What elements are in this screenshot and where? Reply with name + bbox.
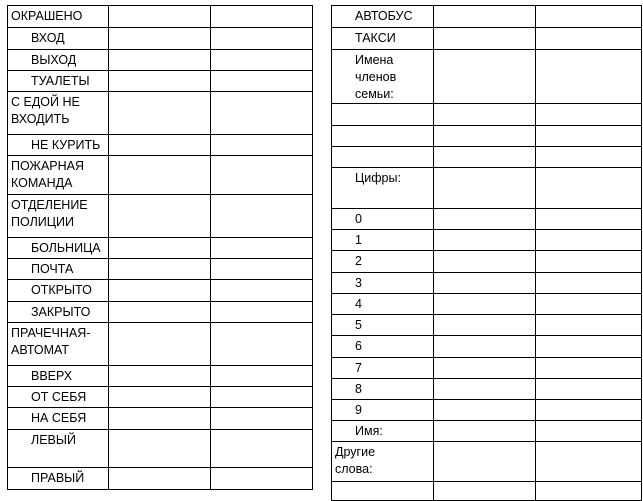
- row-label-cell: [8, 366, 109, 387]
- table-row: [332, 400, 642, 421]
- blank-answer-cell[interactable]: [211, 430, 313, 468]
- blank-answer-cell[interactable]: [536, 442, 642, 482]
- row-label: 1: [355, 233, 362, 247]
- table-row: [8, 387, 313, 408]
- row-label: ПОЧТА: [31, 262, 74, 276]
- blank-answer-cell[interactable]: [211, 28, 313, 50]
- blank-answer-cell[interactable]: [109, 430, 211, 468]
- table-row: [8, 323, 313, 366]
- row-label: ПОЖАРНАЯ КОМАНДА: [11, 159, 85, 190]
- table-row: [332, 379, 642, 400]
- row-label-cell: [332, 251, 434, 273]
- row-label: ПРАЧЕЧНАЯ-АВТОМАТ: [11, 326, 91, 357]
- row-label-cell: [8, 408, 109, 430]
- table-row: [332, 147, 642, 168]
- blank-answer-cell[interactable]: [536, 50, 642, 104]
- table-row: [8, 280, 313, 302]
- blank-answer-cell[interactable]: [434, 336, 536, 358]
- blank-answer-cell[interactable]: [211, 92, 313, 135]
- blank-answer-cell[interactable]: [434, 28, 536, 50]
- row-label-cell: [332, 104, 434, 126]
- row-label: С ЕДОЙ НЕ ВХОДИТЬ: [11, 95, 80, 126]
- row-label-cell: [8, 430, 109, 468]
- blank-answer-cell[interactable]: [211, 468, 313, 490]
- row-label: ВВЕРХ: [31, 369, 73, 383]
- blank-answer-cell[interactable]: [211, 408, 313, 430]
- row-label-cell: [332, 28, 434, 50]
- blank-answer-cell[interactable]: [109, 135, 211, 156]
- table-row: [8, 259, 313, 280]
- row-label: ОТКРЫТО: [31, 283, 92, 297]
- row-label: ОТ СЕБЯ: [31, 390, 87, 404]
- table-row: [8, 156, 313, 195]
- blank-answer-cell[interactable]: [211, 71, 313, 92]
- row-label: Имя:: [355, 424, 383, 438]
- row-label: ОКРАШЕНО: [11, 9, 83, 23]
- blank-answer-cell[interactable]: [434, 147, 536, 168]
- row-label: Имена членов семьи:: [355, 53, 397, 101]
- row-label: 3: [355, 276, 362, 290]
- row-label-cell: [332, 421, 434, 442]
- blank-answer-cell[interactable]: [434, 6, 536, 28]
- row-label-cell: [332, 294, 434, 315]
- row-label: НА СЕБЯ: [31, 411, 87, 425]
- table-row: [8, 92, 313, 135]
- table-row: [332, 442, 642, 482]
- blank-answer-cell[interactable]: [211, 50, 313, 71]
- table-row: [332, 273, 642, 294]
- right-table-body: [332, 6, 642, 501]
- table-row: [8, 28, 313, 50]
- row-label-cell: [8, 6, 109, 28]
- blank-answer-cell[interactable]: [109, 323, 211, 366]
- blank-answer-cell[interactable]: [109, 28, 211, 50]
- table-row: [332, 294, 642, 315]
- row-label: Другие слова:: [335, 445, 376, 476]
- blank-answer-cell[interactable]: [109, 302, 211, 323]
- blank-answer-cell[interactable]: [211, 259, 313, 280]
- blank-answer-cell[interactable]: [434, 294, 536, 315]
- blank-answer-cell[interactable]: [536, 358, 642, 379]
- blank-answer-cell[interactable]: [536, 104, 642, 126]
- table-row: [332, 230, 642, 251]
- table-row: [332, 336, 642, 358]
- blank-answer-cell[interactable]: [536, 230, 642, 251]
- row-label-cell: [332, 336, 434, 358]
- row-label-cell: [332, 358, 434, 379]
- row-label: 5: [355, 318, 362, 332]
- row-label-cell: [332, 50, 434, 104]
- blank-answer-cell[interactable]: [109, 408, 211, 430]
- blank-answer-cell[interactable]: [211, 238, 313, 259]
- table-row: [8, 366, 313, 387]
- row-label-cell: [332, 147, 434, 168]
- blank-answer-cell[interactable]: [536, 315, 642, 336]
- blank-answer-cell[interactable]: [211, 323, 313, 366]
- blank-answer-cell[interactable]: [109, 259, 211, 280]
- row-label-cell: [332, 482, 434, 501]
- row-label-cell: [8, 195, 109, 238]
- table-row: [332, 168, 642, 209]
- blank-answer-cell[interactable]: [211, 156, 313, 195]
- blank-answer-cell[interactable]: [211, 387, 313, 408]
- row-label-cell: [8, 280, 109, 302]
- blank-answer-cell[interactable]: [109, 387, 211, 408]
- blank-answer-cell[interactable]: [434, 230, 536, 251]
- blank-answer-cell[interactable]: [536, 168, 642, 209]
- right-vocabulary-table: [331, 5, 642, 501]
- table-row: [332, 482, 642, 501]
- table-row: [332, 28, 642, 50]
- blank-answer-cell[interactable]: [211, 366, 313, 387]
- blank-answer-cell[interactable]: [434, 126, 536, 147]
- blank-answer-cell[interactable]: [536, 6, 642, 28]
- row-label: 9: [355, 403, 362, 417]
- blank-answer-cell[interactable]: [434, 482, 536, 501]
- blank-answer-cell[interactable]: [109, 280, 211, 302]
- blank-answer-cell[interactable]: [434, 104, 536, 126]
- table-row: [332, 421, 642, 442]
- row-label-cell: [332, 209, 434, 230]
- row-label-cell: [8, 156, 109, 195]
- row-label: ВЫХОД: [31, 53, 77, 67]
- blank-answer-cell[interactable]: [536, 400, 642, 421]
- blank-answer-cell[interactable]: [434, 50, 536, 104]
- blank-answer-cell[interactable]: [211, 302, 313, 323]
- table-row: [332, 358, 642, 379]
- row-label-cell: [8, 50, 109, 71]
- table-row: [332, 126, 642, 147]
- table-row: [332, 315, 642, 336]
- blank-answer-cell[interactable]: [109, 195, 211, 238]
- blank-answer-cell[interactable]: [211, 135, 313, 156]
- row-label: 6: [355, 339, 362, 353]
- row-label-cell: [332, 6, 434, 28]
- blank-answer-cell[interactable]: [536, 273, 642, 294]
- blank-answer-cell[interactable]: [434, 400, 536, 421]
- row-label-cell: [332, 400, 434, 421]
- row-label-cell: [8, 323, 109, 366]
- row-label: ПРАВЫЙ: [31, 471, 85, 485]
- blank-answer-cell[interactable]: [109, 468, 211, 490]
- blank-answer-cell[interactable]: [434, 209, 536, 230]
- blank-answer-cell[interactable]: [109, 238, 211, 259]
- row-label: 4: [355, 297, 362, 311]
- blank-answer-cell[interactable]: [109, 366, 211, 387]
- table-row: [8, 430, 313, 468]
- table-row: [332, 6, 642, 28]
- blank-answer-cell[interactable]: [434, 358, 536, 379]
- row-label: 0: [355, 212, 362, 226]
- row-label-cell: [332, 442, 434, 482]
- row-label-cell: [8, 92, 109, 135]
- row-label: 2: [355, 254, 362, 268]
- table-row: [8, 408, 313, 430]
- table-row: [8, 468, 313, 490]
- blank-answer-cell[interactable]: [536, 209, 642, 230]
- blank-answer-cell[interactable]: [211, 280, 313, 302]
- blank-answer-cell[interactable]: [434, 315, 536, 336]
- blank-answer-cell[interactable]: [434, 251, 536, 273]
- blank-answer-cell[interactable]: [211, 6, 313, 28]
- table-row: [332, 50, 642, 104]
- blank-answer-cell[interactable]: [434, 442, 536, 482]
- row-label-cell: [8, 302, 109, 323]
- row-label-cell: [8, 259, 109, 280]
- table-row: [8, 238, 313, 259]
- row-label: 7: [355, 361, 362, 375]
- blank-answer-cell[interactable]: [109, 92, 211, 135]
- blank-answer-cell[interactable]: [434, 273, 536, 294]
- row-label: ЗАКРЫТО: [31, 305, 91, 319]
- blank-answer-cell[interactable]: [434, 379, 536, 400]
- blank-answer-cell[interactable]: [211, 195, 313, 238]
- row-label-cell: [8, 387, 109, 408]
- row-label-cell: [332, 168, 434, 209]
- row-label-cell: [332, 315, 434, 336]
- blank-answer-cell[interactable]: [536, 336, 642, 358]
- blank-answer-cell[interactable]: [434, 168, 536, 209]
- row-label: ТУАЛЕТЫ: [31, 74, 90, 88]
- blank-answer-cell[interactable]: [536, 421, 642, 442]
- row-label: ОТДЕЛЕНИЕ ПОЛИЦИИ: [11, 198, 88, 229]
- table-row: [8, 6, 313, 28]
- blank-answer-cell[interactable]: [109, 71, 211, 92]
- table-row: [332, 251, 642, 273]
- row-label: АВТОБУС: [355, 9, 413, 23]
- row-label: БОЛЬНИЦА: [31, 241, 101, 255]
- blank-answer-cell[interactable]: [536, 126, 642, 147]
- row-label: НЕ КУРИТЬ: [31, 138, 101, 152]
- table-row: [332, 104, 642, 126]
- blank-answer-cell[interactable]: [109, 50, 211, 71]
- row-label: ВХОД: [31, 31, 65, 45]
- table-row: [8, 302, 313, 323]
- row-label-cell: [8, 135, 109, 156]
- blank-answer-cell[interactable]: [536, 28, 642, 50]
- left-vocabulary-table: [7, 5, 313, 490]
- blank-answer-cell[interactable]: [536, 482, 642, 501]
- row-label: Цифры:: [355, 171, 401, 185]
- blank-answer-cell[interactable]: [109, 6, 211, 28]
- blank-answer-cell[interactable]: [536, 251, 642, 273]
- blank-answer-cell[interactable]: [434, 421, 536, 442]
- row-label-cell: [8, 468, 109, 490]
- row-label-cell: [8, 28, 109, 50]
- table-row: [8, 50, 313, 71]
- row-label: ТАКСИ: [355, 31, 396, 45]
- blank-answer-cell[interactable]: [536, 379, 642, 400]
- row-label-cell: [8, 71, 109, 92]
- table-row: [8, 195, 313, 238]
- row-label-cell: [332, 379, 434, 400]
- left-table-body: [8, 6, 313, 490]
- blank-answer-cell[interactable]: [536, 147, 642, 168]
- table-row: [8, 71, 313, 92]
- row-label: 8: [355, 382, 362, 396]
- table-row: [332, 209, 642, 230]
- row-label-cell: [332, 230, 434, 251]
- row-label-cell: [332, 273, 434, 294]
- row-label-cell: [8, 238, 109, 259]
- blank-answer-cell[interactable]: [536, 294, 642, 315]
- blank-answer-cell[interactable]: [109, 156, 211, 195]
- row-label-cell: [332, 126, 434, 147]
- row-label: ЛЕВЫЙ: [31, 433, 76, 447]
- table-row: [8, 135, 313, 156]
